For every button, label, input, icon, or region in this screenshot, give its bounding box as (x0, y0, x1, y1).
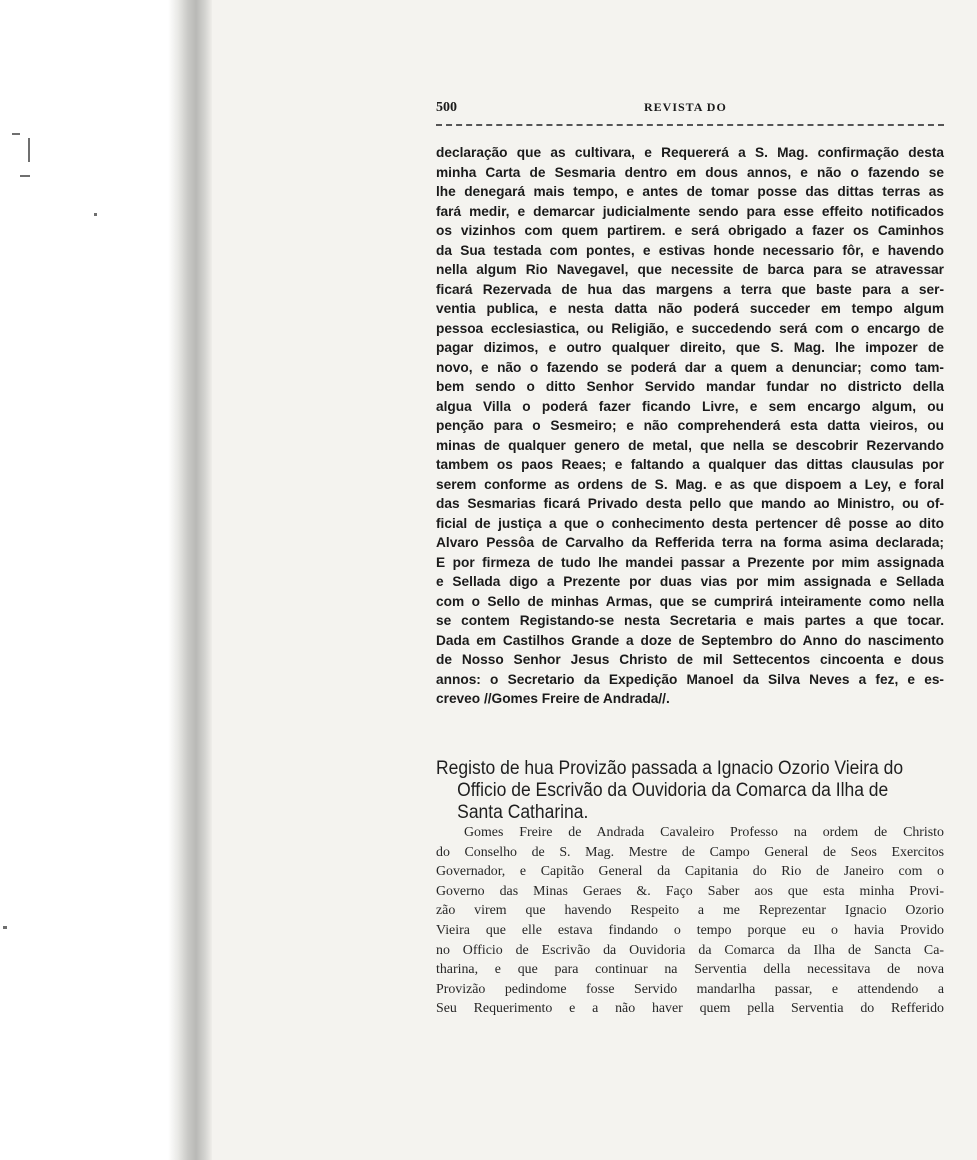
text-line: se contem Registando-se nesta Secretaria e mais partes a que tocar. (436, 613, 944, 629)
margin-mark (12, 133, 20, 135)
text-line: zão virem que havendo Respeito a me Reprezentar Ignacio Ozorio (436, 903, 944, 919)
text-line: Provizão pedindome fosse Servido mandarlha passar, e attendendo a (436, 981, 944, 997)
heading-line: Santa Catharina. (457, 802, 589, 823)
text-line: novo, e não o fazendo se poderá dar a quem a denunciar; como tam- (436, 359, 944, 375)
provizao-paragraph (436, 823, 944, 1153)
text-line: Gomes Freire de Andrada Cavaleiro Professo na ordem de Christo (464, 825, 944, 840)
text-line: fará medir, e demarcar judicialmente sendo para esse effeito notificados (436, 203, 944, 219)
text-line: E por firmeza de tudo lhe mandei passar a Prezente por mim assignada (436, 554, 944, 570)
text-line: da Sua testada com pontes, e estivas honde necessario fôr, e havendo (436, 242, 944, 258)
text-line: ventia publica, e nesta datta não poderá succeder em tempo algum (436, 301, 944, 317)
text-line: Dada em Castilhos Grande a doze de Septembro do Anno do nascimento (436, 632, 944, 648)
page-number: 500 (436, 100, 457, 115)
text-line: creveo //Gomes Freire de Andrada//. (436, 691, 670, 707)
heading-line: Registo de hua Provizão passada a Ignacio Ozorio Vieira do (436, 758, 904, 779)
text-line: Governador, e Capitão General da Capitania do Rio de Janeiro com o (436, 864, 944, 880)
text-line: Governo das Minas Geraes &. Faço Saber aos que esta minha Provi- (436, 883, 944, 899)
text-line: Seu Requerimento e a não haver quem pella Serventia do Refferido (436, 1001, 944, 1017)
section-heading (436, 758, 907, 824)
margin-mark (3, 926, 7, 929)
text-line: bem sendo o ditto Senhor Servido mandar fundar no districto della (436, 379, 944, 395)
text-line: nella algum Rio Navegavel, que necessite de barca para se atravessar (436, 262, 944, 278)
text-line: algua Villa o poderá fazer ficando Livre, e sem encargo algum, ou (436, 398, 944, 414)
margin-mark (94, 213, 97, 216)
text-line: declaração que as cultivara, e Requererá a S. Mag. confirmação desta (436, 145, 944, 160)
text-line: minas de qualquer genero de metal, que nella se descobrir Rezervando (436, 437, 944, 453)
header-rule (436, 124, 944, 126)
text-line: minha Carta de Sesmaria dentro em dous annos, e não o fazendo se (436, 164, 944, 180)
text-line: pagar dizimos, e outro qualquer direito, que S. Mag. lhe impozer de (436, 340, 944, 356)
running-title: REVISTA DO (644, 100, 727, 114)
text-line: do Conselho de S. Mag. Mestre de Campo General de Seos Exercitos (436, 844, 944, 860)
text-line: tambem os paos Reaes; e faltando a qualquer das dittas clausulas por (436, 457, 944, 473)
text-line: com o Sello de minhas Armas, que se cumprirá inteiramente como nella (436, 593, 944, 609)
text-line: de Nosso Senhor Jesus Christo de mil Settecentos cincoenta e dous (436, 652, 944, 668)
text-line: e Sellada digo a Prezente por duas vias por mim assignada e Sellada (436, 574, 944, 590)
text-line: tharina, e que para continuar na Serventia della necessitava de nova (436, 962, 944, 978)
text-line: no Officio de Escrivão da Ouvidoria da Comarca da Ilha de Sancta Ca- (436, 942, 944, 958)
text-line: penção para o Sesmeiro; e não comprehenderá esta datta vieiros, ou (436, 418, 944, 434)
text-line: ficará Rezervada de hua das margens a terra que baste para a ser- (436, 281, 944, 297)
text-line: ficial de justiça a que o conhecimento desta pertencer dê posse ao dito (436, 515, 944, 531)
margin-mark (20, 175, 30, 177)
carta-paragraph (436, 143, 944, 723)
text-line: Vieira que elle estava findando o tempo porque eu o havia Provido (436, 922, 944, 938)
running-header (436, 100, 944, 118)
text-line: lhe denegará mais tempo, e antes de tomar posse das dittas terras as (436, 184, 944, 200)
text-line: serem conforme as ordens de S. Mag. e as que dispoem a Ley, e foral (436, 476, 944, 492)
text-line: das Sesmarias ficará Privado desta pello que mando ao Ministro, ou of- (436, 496, 944, 512)
heading-line: Officio de Escrivão da Ouvidoria da Comarca da Ilha de (457, 780, 889, 801)
text-line: os vizinhos com quem partirem. e será obrigado a fazer os Caminhos (436, 223, 944, 239)
text-line: pessoa ecclesiastica, ou Religião, e succedendo será com o encargo de (436, 320, 944, 336)
text-line: annos: o Secretario da Expedição Manoel da Silva Neves a fez, e es- (436, 671, 944, 687)
text-line: Alvaro Pessôa de Carvalho da Refferida terra na forma asima declarada; (436, 535, 944, 551)
book-gutter-shadow (0, 0, 212, 1160)
margin-mark (28, 138, 30, 162)
